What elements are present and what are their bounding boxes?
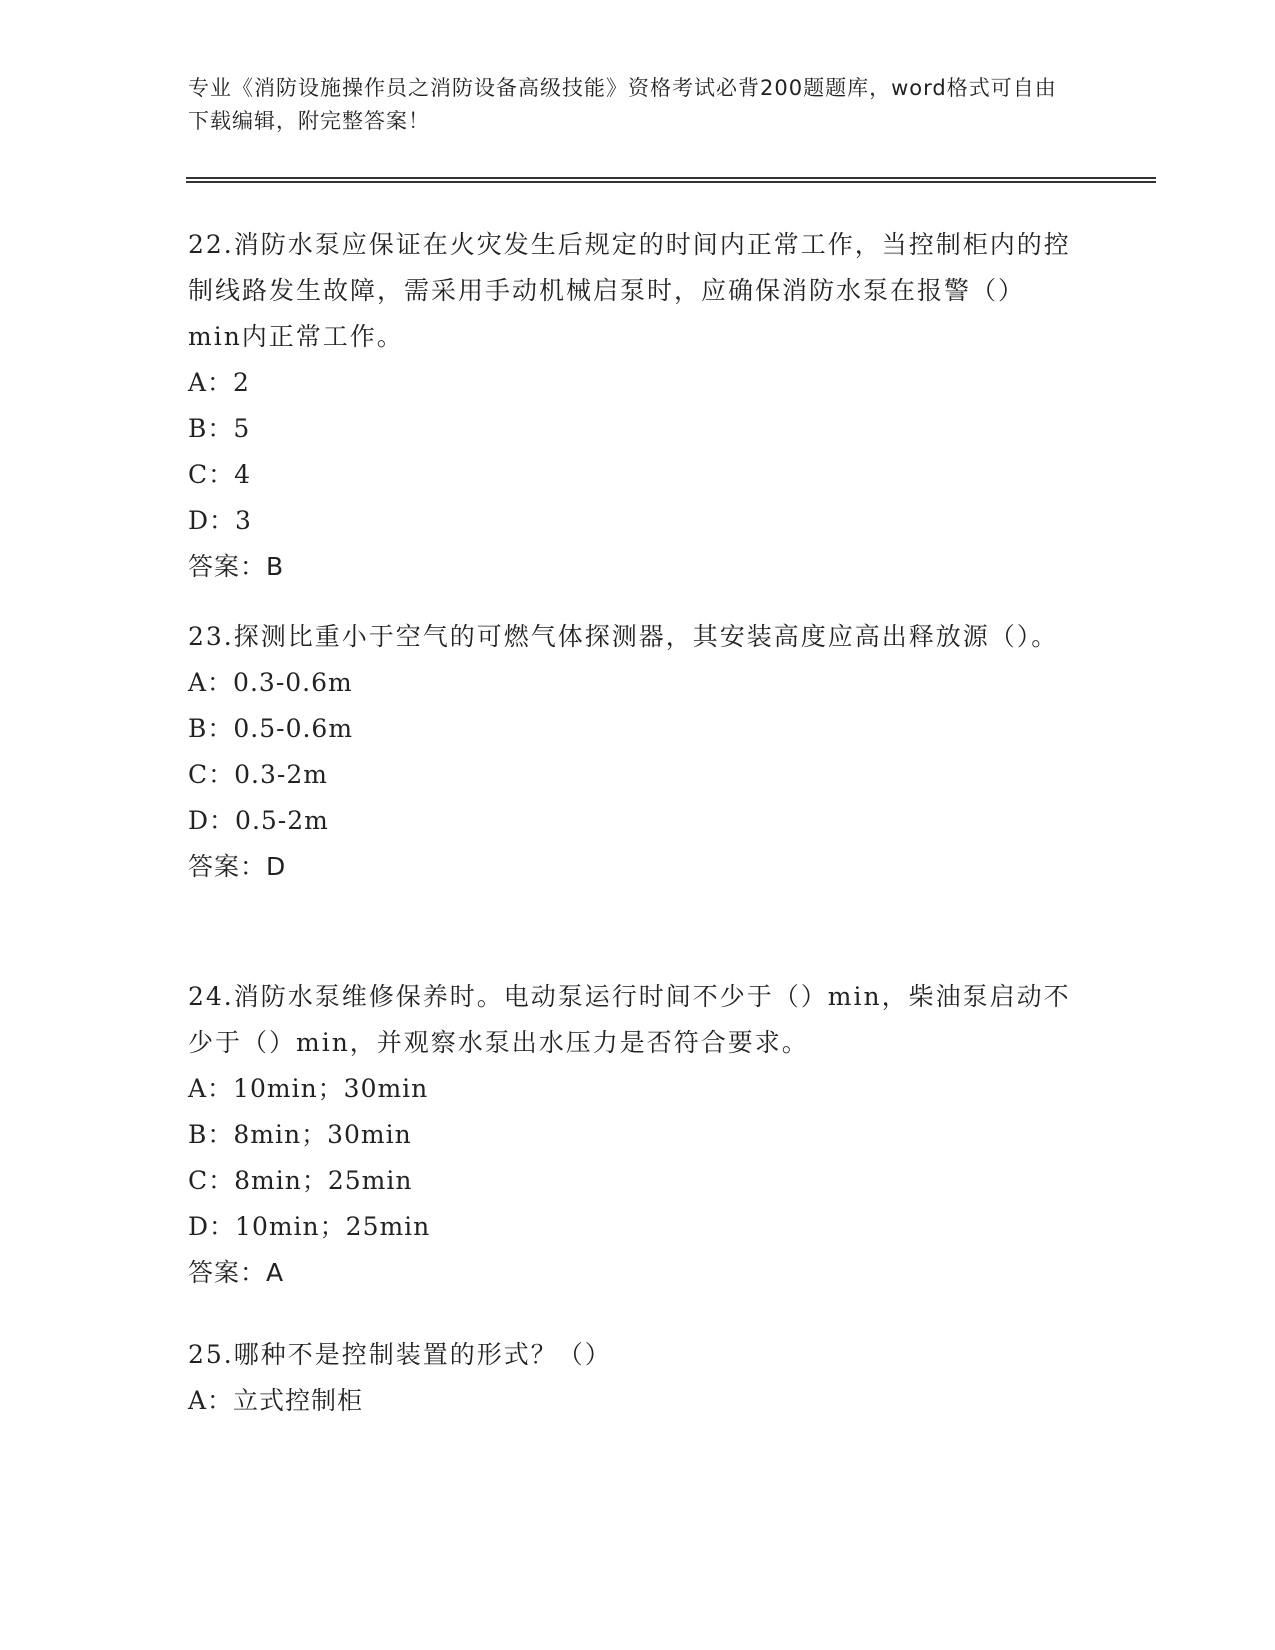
answer-line (188, 1250, 1078, 1296)
answer-label: 答案： (188, 552, 267, 581)
answer-label: 答案： (188, 852, 267, 881)
answer-value: A (266, 1258, 284, 1287)
question-stem: 24.消防水泵维修保养时。电动泵运行时间不少于（）min，柴油泵启动不少于（）min，并观察水泵出水压力是否符合要求。 (188, 982, 1071, 1057)
option-c: C：4 (188, 460, 252, 489)
answer-line (188, 544, 1078, 590)
option-a: A：2 (188, 368, 250, 397)
option-b: B：0.5-0.6m (188, 714, 354, 743)
option-b: B：5 (188, 414, 251, 443)
option-a: A：立式控制柜 (188, 1386, 364, 1415)
option-c: C：0.3-2m (188, 760, 328, 789)
answer-value: B (266, 552, 284, 581)
option-d: D：3 (188, 506, 252, 535)
question-stem: 23.探测比重小于空气的可燃气体探测器，其安装高度应高出释放源（）。 (188, 622, 1059, 651)
question-stem: 22.消防水泵应保证在火灾发生后规定的时间内正常工作，当控制柜内的控制线路发生故障，需采用手动机械启泵时，应确保消防水泵在报警（）min内正常工作。 (188, 230, 1071, 351)
option-c: C：8min；25min (188, 1166, 413, 1195)
question-stem: 25.哪种不是控制装置的形式？（） (188, 1340, 612, 1369)
document-header: 专业《消防设施操作员之消防设备高级技能》资格考试必背200题题库，word格式可自由下载编辑，附完整答案！ (188, 76, 1057, 133)
question-25 (188, 1332, 1078, 1424)
answer-label: 答案： (188, 1258, 267, 1287)
header-divider (186, 177, 1156, 183)
option-a: A：10min；30min (188, 1074, 429, 1103)
option-b: B：8min；30min (188, 1120, 412, 1149)
answer-line (188, 844, 1078, 890)
question-22 (188, 222, 1078, 590)
question-23 (188, 614, 1078, 890)
option-d: D：10min；25min (188, 1212, 431, 1241)
question-24 (188, 974, 1078, 1296)
option-d: D：0.5-2m (188, 806, 329, 835)
answer-value: D (266, 852, 286, 881)
option-a: A：0.3-0.6m (188, 668, 353, 697)
